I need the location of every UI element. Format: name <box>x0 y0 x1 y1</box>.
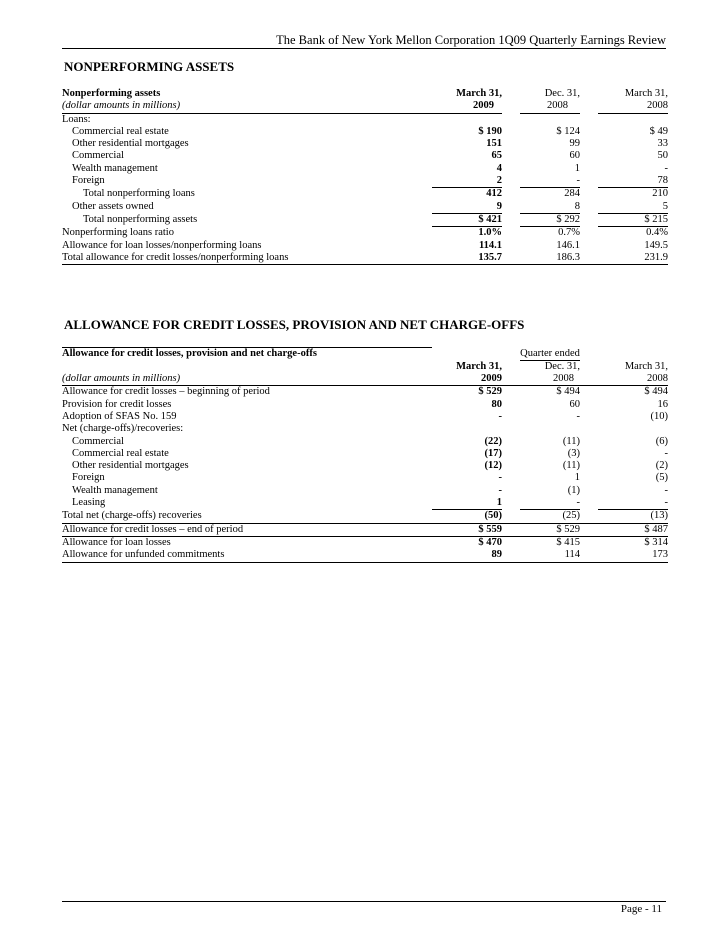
row-value: 135.7 <box>432 252 502 265</box>
table-title: Nonperforming assets <box>62 88 161 99</box>
table-row <box>62 175 668 188</box>
row-value: 146.1 <box>556 239 580 251</box>
row-value: $ 470 <box>478 536 502 548</box>
table-row <box>62 411 668 423</box>
col-header-line2: 2008 <box>520 373 580 386</box>
table-row <box>62 423 668 435</box>
row-label: Commercial real estate <box>72 447 169 459</box>
row-value: (12) <box>484 460 502 472</box>
row-value: - <box>498 472 502 484</box>
row-label: Commercial <box>72 435 124 447</box>
row-value: 210 <box>652 188 668 200</box>
row-value: 65 <box>491 150 502 162</box>
row-label: Leasing <box>72 497 106 509</box>
table-row <box>62 523 668 536</box>
row-value: $ 415 <box>556 536 580 548</box>
row-label: Provision for credit losses <box>62 398 172 410</box>
col-header-line1: Dec. 31, <box>544 360 580 372</box>
table-row <box>62 549 668 562</box>
table-row <box>62 485 668 497</box>
row-value: $ 487 <box>598 523 668 536</box>
row-label: Foreign <box>72 472 105 484</box>
row-value: 231.9 <box>598 252 668 265</box>
row-value: 16 <box>657 398 668 410</box>
row-value: - <box>520 175 580 188</box>
row-label: Other assets owned <box>72 200 154 212</box>
row-label: Total nonperforming assets <box>83 213 198 225</box>
table-header-row <box>62 348 668 361</box>
row-value: 89 <box>432 549 502 562</box>
row-value: - <box>598 497 668 510</box>
row-value: 149.5 <box>644 239 668 251</box>
col-header-line2: 2009 <box>432 100 502 113</box>
row-value: $ 421 <box>432 213 502 226</box>
row-value: - <box>498 410 502 422</box>
table-header-row <box>62 100 668 113</box>
table-row <box>62 150 668 162</box>
row-value: - <box>664 447 668 459</box>
row-value: $ 215 <box>598 213 668 226</box>
table-row <box>62 460 668 472</box>
row-value: 99 <box>569 138 580 150</box>
row-value: 173 <box>598 549 668 562</box>
table-header-row <box>62 360 668 373</box>
row-label: Adoption of SFAS No. 159 <box>62 410 177 422</box>
table-row <box>62 163 668 175</box>
col-header-line1: March 31, <box>624 88 668 99</box>
row-value: 412 <box>486 188 502 200</box>
row-value: $ 190 <box>478 125 502 137</box>
row-value: (13) <box>598 510 668 523</box>
row-value: 2 <box>432 175 502 188</box>
section-title-allowance: ALLOWANCE FOR CREDIT LOSSES, PROVISION AND NET CHARGE-OFFS <box>64 317 525 332</box>
row-value: 50 <box>657 150 668 162</box>
table-row <box>62 536 668 549</box>
row-label: Wealth management <box>72 162 158 174</box>
quarter-ended-label: Quarter ended <box>520 347 580 359</box>
row-label: Wealth management <box>72 484 158 496</box>
row-value: 33 <box>657 138 668 150</box>
row-value: 9 <box>432 201 502 214</box>
units-label: (dollar amounts in millions) <box>62 100 432 113</box>
table-row <box>62 201 668 214</box>
header-rule <box>62 48 666 49</box>
col-header-line2: 2009 <box>432 373 502 386</box>
row-value: - <box>664 162 668 174</box>
row-label: Allowance for credit losses – end of period <box>62 523 432 536</box>
row-value: $ 494 <box>556 386 580 398</box>
row-value: (6) <box>655 435 668 447</box>
table-row <box>62 227 668 240</box>
col-header-line1: March 31, <box>456 360 502 372</box>
table-row <box>62 138 668 150</box>
row-label: Allowance for loan losses/nonperforming loans <box>62 239 262 251</box>
table-header-row <box>62 373 668 386</box>
row-value: (2) <box>655 460 668 472</box>
col-header-line1: Dec. 31, <box>544 88 580 99</box>
col-header-line2: 2008 <box>598 373 668 386</box>
col-header-line2: 2008 <box>598 100 668 113</box>
row-label: Other residential mortgages <box>72 460 189 472</box>
row-label: Total allowance for credit losses/nonperforming loans <box>62 252 432 265</box>
row-value: - <box>520 497 580 510</box>
row-value: (25) <box>520 510 580 523</box>
row-value: 1 <box>574 472 580 484</box>
section-title-nonperforming-assets: NONPERFORMING ASSETS <box>64 59 235 74</box>
table-row <box>62 386 668 399</box>
row-value: 0.4% <box>646 227 668 239</box>
table-title: Allowance for credit losses, provision and net charge-offs <box>62 348 432 361</box>
row-value: $ 494 <box>644 386 668 398</box>
row-label: Allowance for unfunded commitments <box>62 549 432 562</box>
row-label: Other residential mortgages <box>72 138 189 150</box>
row-value: 78 <box>598 175 668 188</box>
row-value: (5) <box>655 472 668 484</box>
row-value: 0.7% <box>558 227 580 239</box>
table-row <box>62 240 668 252</box>
row-value: 8 <box>520 201 580 214</box>
row-value: $ 529 <box>520 523 580 536</box>
row-value: 151 <box>486 138 502 150</box>
table-row <box>62 213 668 226</box>
row-value: 1.0% <box>478 227 502 239</box>
row-value: $ 559 <box>432 523 502 536</box>
row-label: Total net (charge-offs) recoveries <box>62 510 432 523</box>
row-value: (22) <box>484 435 502 447</box>
row-value: - <box>576 410 580 422</box>
page-header-title: The Bank of New York Mellon Corporation 1Q09 Quarterly Earnings Review <box>276 33 666 47</box>
row-label: Allowance for credit losses – beginning of period <box>62 386 270 398</box>
row-value: 5 <box>598 201 668 214</box>
table-row <box>62 252 668 265</box>
col-header-line1: March 31, <box>624 360 668 372</box>
row-value: 114 <box>520 549 580 562</box>
row-value: (10) <box>650 410 668 422</box>
table-row <box>62 188 668 201</box>
table-header-row <box>62 88 668 100</box>
table-row <box>62 113 668 126</box>
row-label: Commercial real estate <box>72 125 169 137</box>
row-value: - <box>498 484 502 496</box>
row-value: $ 314 <box>644 536 668 548</box>
col-header-line2: 2008 <box>520 100 580 113</box>
table-row <box>62 497 668 510</box>
row-value: 1 <box>574 162 580 174</box>
row-value: 60 <box>569 150 580 162</box>
row-value: (3) <box>567 447 580 459</box>
table-row <box>62 126 668 138</box>
row-value: 1 <box>432 497 502 510</box>
row-value: (11) <box>562 460 580 472</box>
table-row <box>62 510 668 523</box>
row-value: (11) <box>562 435 580 447</box>
row-value: 284 <box>564 188 580 200</box>
row-value: 114.1 <box>478 239 502 251</box>
row-value: 60 <box>569 398 580 410</box>
row-label: Total nonperforming loans <box>83 188 195 200</box>
row-value: 186.3 <box>520 252 580 265</box>
row-label: Foreign <box>72 175 105 187</box>
units-label: (dollar amounts in millions) <box>62 373 432 386</box>
page-number: Page - 11 <box>620 903 662 915</box>
row-value: $ 292 <box>520 213 580 226</box>
row-value: (1) <box>567 484 580 496</box>
table-row <box>62 448 668 460</box>
table-row <box>62 472 668 484</box>
row-label: Nonperforming loans ratio <box>62 227 174 239</box>
row-value: 80 <box>491 398 502 410</box>
row-value: $ 529 <box>478 386 502 398</box>
row-value: (17) <box>484 447 502 459</box>
row-value: (50) <box>432 510 502 523</box>
row-value: $ 124 <box>556 125 580 137</box>
allowance-credit-losses-table <box>62 347 668 563</box>
footer-rule <box>62 901 666 902</box>
row-label: Loans: <box>62 113 91 125</box>
row-label: Commercial <box>72 150 124 162</box>
table-row <box>62 399 668 411</box>
row-value: - <box>664 484 668 496</box>
table-row <box>62 436 668 448</box>
row-value: $ 49 <box>649 125 668 137</box>
row-value: 4 <box>496 162 502 174</box>
row-label: Allowance for loan losses <box>62 536 171 548</box>
row-label: Net (charge-offs)/recoveries: <box>62 423 184 435</box>
col-header-line1: March 31, <box>456 88 502 99</box>
nonperforming-assets-table <box>62 88 668 265</box>
